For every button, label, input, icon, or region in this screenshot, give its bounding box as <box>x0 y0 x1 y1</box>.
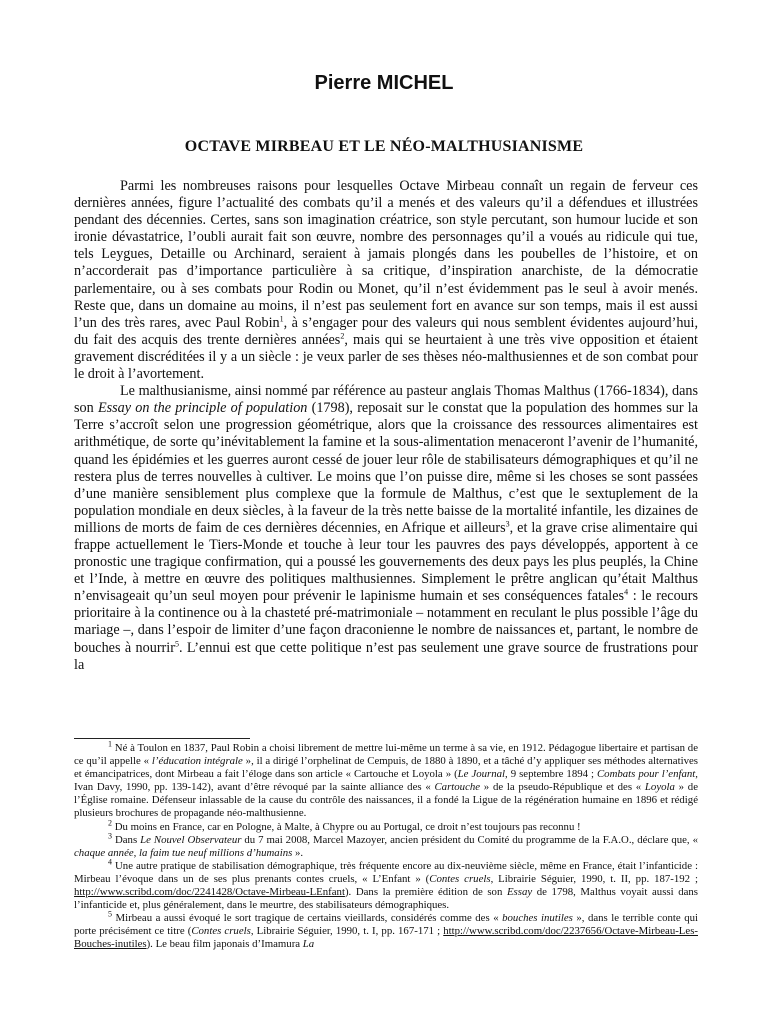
paragraph-text: . L’ennui est que cette politique n’est pas seulement une grave source de frustrations pour la <box>74 639 698 673</box>
paragraph-text: (1798), reposait sur le constat que la population des hommes sur la Terre s’accroît selon une progression géométrique, alors que la croissance des ressources alimentaires est arithmétique, de sorte qu’inévitablement la famine et la sous-alimentation menaceront l’avenir de l’humanité, quand les épidémies et les guerres auront cessé de jouer leur rôle de stabilisateurs démographiques et qu’il ne restera plus de terres nouvelles à cultiver. Le moins que l’on puisse dire, même si les choses se sont passées d’une manière sensiblement plus complexe que la formule de Malthus, c’est que le sextuplement de la population mondiale en deux siècles, à la faveur de la très nette baisse de la mortalité infantile, les dizaines de millions de morts de faim de ces dernières décennies, en Afrique et ailleurs <box>74 400 699 536</box>
article-title: OCTAVE MIRBEAU ET LE NÉO-MALTHUSIANISME <box>184 138 584 155</box>
article-body <box>74 178 698 674</box>
footnote-text: de 1798, Malthus voyait aussi dans l’infanticide et, plus généralement, dans le meurtre, des stabilisateurs démographiques. <box>74 886 698 912</box>
footnote-text: ). Le beau film japonais d’Imamura <box>146 938 303 951</box>
footnote-text: », dans le terrible conte qui porte précisément ce titre ( <box>74 912 698 938</box>
footnote-ref[interactable]: 5 <box>174 638 179 648</box>
footnote-italic: Le Nouvel Observateur <box>140 833 242 846</box>
paragraph-1 <box>74 178 698 383</box>
paragraph-2 <box>74 383 698 674</box>
footnote-1 <box>74 739 698 821</box>
footnote-link[interactable]: http://www.scribd.com/doc/2241428/Octave-Mirbeau-LEnfant <box>74 886 345 899</box>
footnote-text: Mirbeau a aussi évoqué le sort tragique de certains vieillards, considérés comme des « <box>112 912 503 925</box>
footnote-italic: bouches inutiles <box>502 912 573 925</box>
footnote-text: » de la pseudo-République et des « <box>480 781 645 794</box>
footnote-text: », il a dirigé l’orphelinat de Cempuis, de 1880 à 1890, et a tâché d’y appliquer ses méthodes alternatives et émancipatrices, dont Mirbeau a fait l’éloge dans son article « Cartouche et Loyola » ( <box>74 755 698 781</box>
footnote-text: , Librairie Séguier, 1990, t. I, pp. 167-171 ; <box>250 925 444 938</box>
footnote-text: Dans <box>112 833 141 846</box>
footnote-ref[interactable]: 3 <box>505 519 510 529</box>
paragraph-text: , mais qui se heurtaient à une très vive opposition et étaient gravement discréditées il y a un siècle : je veux parler de ses thèses néo-malthusiennes et de son combat pour le droit à l’avortement. <box>74 331 698 383</box>
footnote-separator <box>74 738 250 739</box>
footnote-5 <box>74 909 698 951</box>
footnote-4 <box>74 857 698 912</box>
footnote-text: ». <box>292 846 304 859</box>
footnote-2 <box>74 817 698 834</box>
paragraph-text: : le recours prioritaire à la continence ou à la chasteté pré-matrimoniale – notamment en reculant le plus possible l’âge du mariage –, dans l’espoir de limiter d’une façon draconienne le nombre de naissances et, partant, le nombre de bouches à nourrir <box>74 588 699 656</box>
footnote-italic: Loyola <box>644 781 675 794</box>
footnote-number: 5 <box>108 909 112 919</box>
footnote-ref[interactable]: 2 <box>340 331 345 341</box>
footnote-text: , 9 septembre 1894 ; <box>505 768 597 781</box>
footnote-italic: l’éducation intégrale <box>151 755 243 768</box>
footnote-text: ). Dans la première édition de son <box>344 886 507 899</box>
footnote-text: Une autre pratique de stabilisation démographique, très fréquente encore au dix-neuvième siècle, même en France, était l’infanticide : Mirbeau l’évoque dans un de ses plus prenants contes cruels, « L’Enfant » ( <box>74 859 698 885</box>
footnote-italic: Contes cruels <box>191 925 251 938</box>
footnote-italic: Contes cruels <box>429 872 491 885</box>
footnote-number: 1 <box>108 739 112 749</box>
footnote-italic: Cartouche <box>434 781 481 794</box>
footnote-italic: Essay <box>506 886 533 899</box>
footnote-text: Né à Toulon en 1837, Paul Robin a choisi librement de mettre lui-même un terme à sa vie, en 1912. Pédagogue libertaire et partisan de ce qu’il appelle « <box>74 742 698 768</box>
footnote-text: Du moins en France, car en Pologne, à Malte, à Chypre ou au Portugal, ce droit n’est toujours pas reconnu ! <box>112 820 581 833</box>
footnote-text: du 7 mai 2008, Marcel Mazoyer, ancien président du Comité du programme de la F.A.O., déclare que, « <box>241 833 698 846</box>
footnote-italic: Le Journal <box>457 768 506 781</box>
footnote-number: 3 <box>108 831 112 841</box>
footnote-3 <box>74 831 698 860</box>
footnotes <box>74 739 698 952</box>
footnote-italic: La <box>302 938 315 951</box>
footnote-text: , Librairie Séguier, 1990, t. II, pp. 187-192 ; <box>490 872 698 885</box>
paragraph-text: , à s’engager pour des valeurs qui nous semblent évidentes aujourd’hui, du fait des acquis des trente dernières années <box>74 314 698 348</box>
author-name: Pierre MICHEL <box>314 72 454 94</box>
footnote-italic: Combats pour l’enfant <box>596 768 696 781</box>
paragraph-text: Parmi les nombreuses raisons pour lesquelles Octave Mirbeau connaît un regain de ferveur ces dernières années, figure l’actualité des combats qu’il a menés et des valeurs qu’il a défendues et illustrées pendant des décennies. Certes, sans son imagination créatrice, son style percutant, son humour lucide et son ironie dévastatrice, l’oubli aurait fait son œuvre, nombre des personnages qu’il a voués au ridicule qui tue, tels Leygues, Detaille ou Archinard, seraient à jamais plongés dans les poubelles de l’histoire, et on n’accorderait pas d’importance particulière à sa critique, d’inspiration anarchiste, de la démocratie parlementaire, ou à ses combats pour Rodin ou Monet, qu’il n’est évidemment pas le seul à avoir menés. Reste que, dans un domaine au moins, il n’est pas seulement fort en avance sur son temps, mais il est aussi l’un des très rares, avec Paul Robin <box>74 178 698 331</box>
footnote-ref[interactable]: 1 <box>279 314 284 324</box>
footnote-ref[interactable]: 4 <box>624 587 629 597</box>
footnote-italic: chaque année, la faim tue neuf millions d’humains <box>74 846 293 859</box>
footnote-number: 2 <box>108 817 112 827</box>
footnote-text: » de l’Église romaine. Défenseur inlassable de la cause du contrôle des naissances, il a fondé la Ligue de la régénération humaine en 1896 et rédigé plusieurs brochures de propagande néo-malthusienne. <box>74 781 698 820</box>
paragraph-text: Le malthusianisme, ainsi nommé par référence au pasteur anglais Thomas Malthus (1766-1834), dans son <box>74 383 698 417</box>
footnote-link[interactable]: http://www.scribd.com/doc/2237656/Octave-Mirbeau-Les-Bouches-inutiles <box>74 925 698 951</box>
paragraph-text: , et la grave crise alimentaire qui frappe actuellement le Tiers-Monde et touche à leur tour les pauvres des pays développés, apportent à ce pronostic une tragique confirmation, qui a poussé les gouvernements des deux pays les plus peuplés, la Chine et l’Inde, à mettre en œuvre des politiques malthusiennes. Simplement le prêtre anglican qu’était Malthus n’envisageait qu’un seul moyen pour prévenir le lapinisme humain et ses conséquences fatales <box>74 519 698 605</box>
footnote-number: 4 <box>108 857 112 867</box>
footnote-text: , Ivan Davy, 1990, pp. 139-142), avant d’être révoqué par la sainte alliance des « <box>74 768 698 794</box>
book-title: Essay on the principle of population <box>97 400 308 417</box>
